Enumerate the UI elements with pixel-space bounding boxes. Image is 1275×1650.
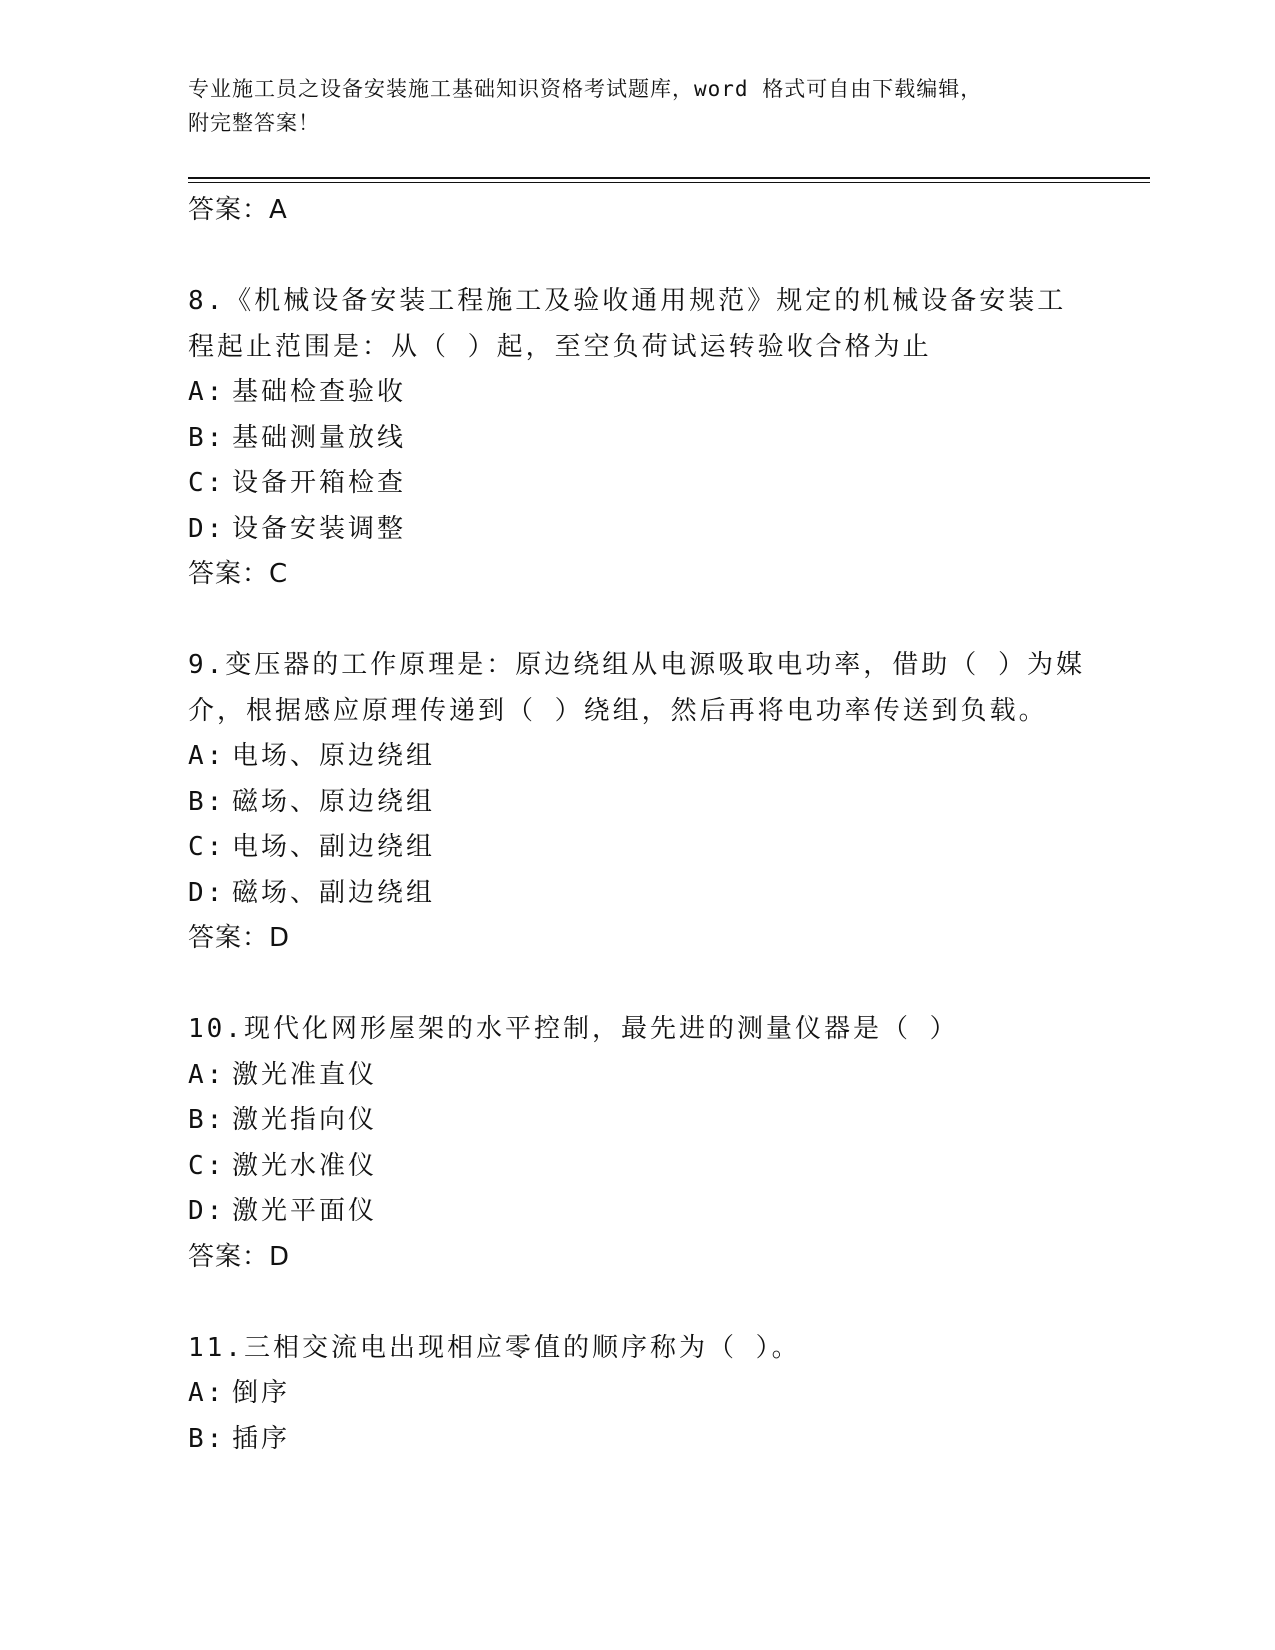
- header-divider-thick: [188, 177, 1150, 179]
- document-header: [188, 72, 1068, 140]
- option-d: [188, 871, 1088, 917]
- option-letter: A:: [188, 377, 226, 407]
- option-text: 激光准直仪: [232, 1059, 378, 1090]
- question-block: [188, 1007, 1088, 1280]
- option-b: [188, 1098, 1088, 1144]
- option-a: [188, 1371, 1088, 1417]
- option-text: 激光指向仪: [232, 1105, 378, 1135]
- option-letter: A:: [188, 741, 226, 771]
- option-letter: D:: [188, 513, 226, 544]
- option-letter: C:: [188, 1150, 226, 1181]
- previous-answer: 答案：A: [188, 195, 288, 225]
- option-letter: B:: [188, 1105, 226, 1135]
- spacer: [188, 234, 1088, 280]
- option-c: [188, 1144, 1088, 1190]
- spacer: [188, 598, 1088, 644]
- option-b: [188, 416, 1088, 462]
- question-text-line: 11.三相交流电出现相应零值的顺序称为（ ）。: [188, 1332, 801, 1363]
- option-text: 设备安装调整: [232, 513, 407, 544]
- option-a: [188, 1053, 1088, 1099]
- option-d: [188, 507, 1088, 553]
- option-text: 激光平面仪: [232, 1196, 378, 1226]
- option-letter: B:: [188, 422, 226, 453]
- option-letter: C:: [188, 832, 226, 862]
- option-text: 电场、副边绕组: [232, 832, 436, 862]
- option-text: 基础检查验收: [232, 377, 407, 407]
- option-text: 激光水准仪: [232, 1150, 378, 1181]
- option-text: 设备开箱检查: [232, 468, 407, 498]
- header-line-1: 专业施工员之设备安装施工基础知识资格考试题库，word 格式可自由下载编辑，: [188, 77, 983, 101]
- spacer: [188, 962, 1088, 1008]
- question-list: [188, 188, 1088, 1462]
- question-block: [188, 1326, 1088, 1463]
- question-text-line: 8.《机械设备安装工程施工及验收通用规范》规定的机械设备安装工: [188, 286, 1067, 316]
- option-text: 基础测量放线: [232, 422, 407, 453]
- option-letter: A:: [188, 1059, 226, 1090]
- answer-line: 答案：C: [188, 559, 289, 589]
- answer-line: 答案：D: [188, 923, 291, 953]
- option-a: [188, 370, 1088, 416]
- question-block: [188, 643, 1088, 962]
- option-d: [188, 1189, 1088, 1235]
- question-text-line: 介，根据感应原理传递到（ ）绕组，然后再将电功率传送到负载。: [188, 695, 1048, 726]
- option-letter: D:: [188, 1196, 226, 1226]
- option-text: 磁场、原边绕组: [232, 786, 436, 817]
- option-text: 插序: [232, 1423, 291, 1454]
- question-block: [188, 279, 1088, 598]
- option-c: [188, 825, 1088, 871]
- option-letter: B:: [188, 1423, 226, 1454]
- option-a: [188, 734, 1088, 780]
- option-b: [188, 1417, 1088, 1463]
- header-line-2: 附完整答案！: [188, 111, 320, 135]
- option-letter: D:: [188, 877, 226, 908]
- header-divider-thin: [188, 182, 1150, 183]
- question-text-line: 程起止范围是：从（ ）起，至空负荷试运转验收合格为止: [188, 331, 932, 362]
- option-text: 电场、原边绕组: [232, 741, 436, 771]
- option-letter: C:: [188, 468, 226, 498]
- option-text: 倒序: [232, 1378, 291, 1408]
- option-letter: B:: [188, 786, 226, 817]
- answer-line: 答案：D: [188, 1241, 291, 1272]
- option-text: 磁场、副边绕组: [232, 877, 436, 908]
- question-text-line: 9.变压器的工作原理是：原边绕组从电源吸取电功率，借助（ ）为媒: [188, 650, 1085, 680]
- option-letter: A:: [188, 1378, 226, 1408]
- question-text-line: 10.现代化网形屋架的水平控制，最先进的测量仪器是（ ）: [188, 1014, 959, 1044]
- option-b: [188, 780, 1088, 826]
- spacer: [188, 1280, 1088, 1326]
- option-c: [188, 461, 1088, 507]
